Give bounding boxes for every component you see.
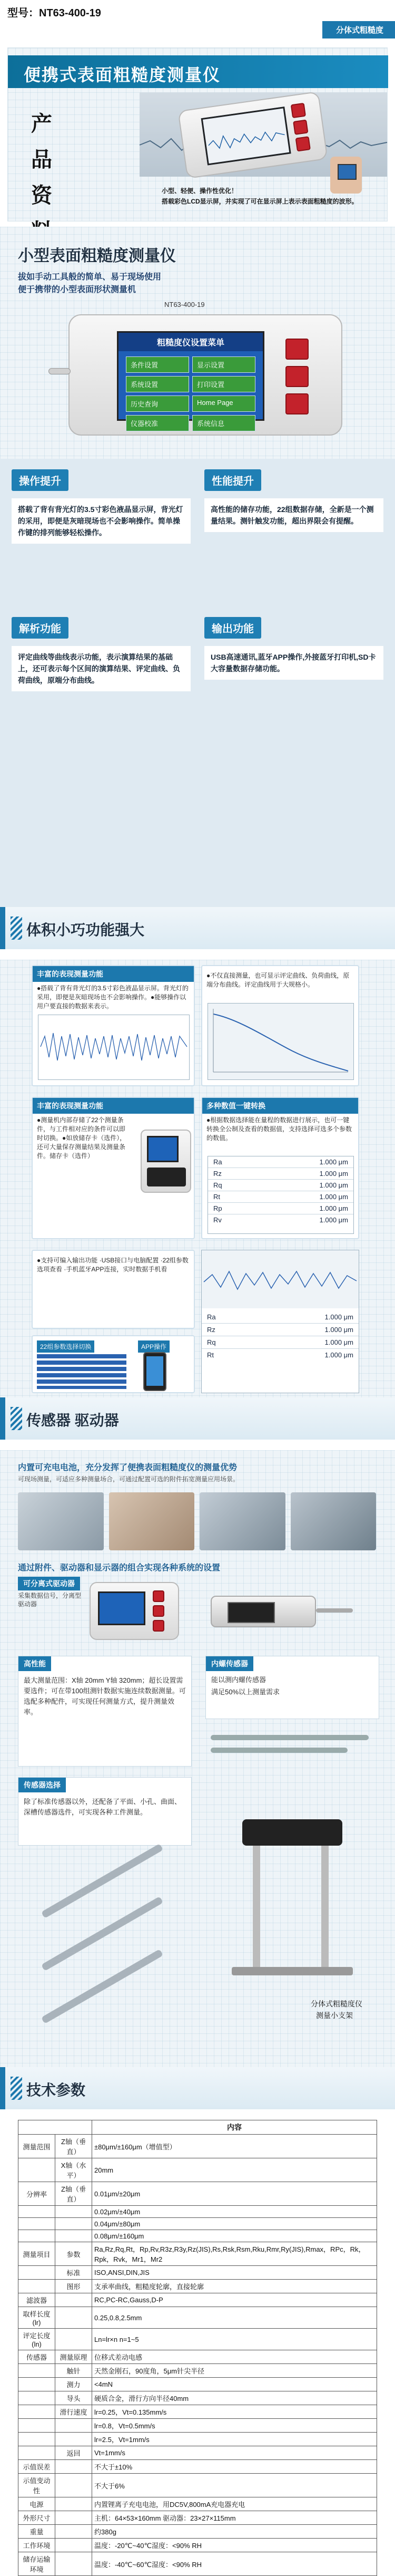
spec-category bbox=[18, 2206, 55, 2218]
sensor-lead-sub: 可现场测量，可适应多种测量场合，可通过配置可选的附件拓宽测量应用场景。 bbox=[18, 1475, 240, 1483]
hand-photo bbox=[330, 157, 362, 194]
spec-category bbox=[18, 2266, 55, 2280]
feature-text: USB高速通讯,蓝牙APP操作,外接蓝牙打印机,SD卡大容量数据存储功能。 bbox=[204, 646, 383, 680]
spec-category: 外形尺寸 bbox=[18, 2511, 55, 2525]
spec-subitem bbox=[55, 2230, 92, 2242]
table-row bbox=[18, 2378, 377, 2391]
spec-category: 评定长度(ln) bbox=[18, 2329, 55, 2350]
probe-variants bbox=[18, 1856, 192, 2046]
spec-category bbox=[18, 2158, 55, 2182]
hero-device-screen bbox=[201, 107, 291, 165]
spec-value: 20mm bbox=[92, 2158, 377, 2182]
features-section bbox=[0, 459, 395, 907]
spec-value: <4mN bbox=[92, 2378, 377, 2391]
spec-subitem bbox=[55, 2293, 92, 2307]
waveform-chart bbox=[38, 1015, 189, 1079]
spec-value: 0.08μm/±160μm bbox=[92, 2230, 377, 2242]
spec-subitem: 图形 bbox=[55, 2280, 92, 2293]
spec-value: 0.25,0.8,2.5mm bbox=[92, 2307, 377, 2329]
spec-section bbox=[0, 2067, 395, 2573]
intro-title: 小型表面粗糙度测量仪 bbox=[18, 247, 176, 265]
panel-value-switch: 多种数值一键转换 ●根据数据选择能在量程的数据进行展示，也可一键转换全公制及查看的数据值，支持选择可选多个参数的数值。 Ra 1.000 μm Rz 1.000 μm Rq 1.000 μm Rt 1.000 μm Rp 1.000 μm Rv 1.000 μm bbox=[201, 1097, 359, 1239]
reading-row: Ra 1.000 μm bbox=[202, 1311, 359, 1324]
feature-title: 操作提升 bbox=[12, 469, 68, 491]
spec-category bbox=[18, 2391, 55, 2405]
intro-device bbox=[68, 314, 342, 436]
feature-card-performance bbox=[204, 469, 383, 559]
stand-graphic bbox=[221, 1798, 358, 1988]
phone-graphic bbox=[143, 1352, 166, 1391]
spec-value: 不大于6% bbox=[92, 2474, 377, 2497]
start-button[interactable] bbox=[295, 136, 311, 151]
spec-value: 内置锂离子充电电池，用DC5V,800mA充电器充电 bbox=[92, 2497, 377, 2511]
spec-category bbox=[18, 2230, 55, 2242]
intro-line-1: 拔如手动工具般的简单、易于现场使用 bbox=[18, 273, 162, 282]
app-label: APP操作 bbox=[138, 1340, 170, 1353]
table-row bbox=[18, 2218, 377, 2230]
feature-text: 评定曲线等曲线表示功能，表示演算结果的基础上，还可表示每个区间的演算结果、评定曲线、负荷曲线，原端分布曲线。 bbox=[12, 646, 191, 691]
spec-value: 硬质合金，滑行方向半径40mm bbox=[92, 2391, 377, 2405]
table-row bbox=[18, 2460, 377, 2474]
tag-driver: 可分离式驱动器 bbox=[18, 1577, 80, 1590]
card-title: 内螺传感器 bbox=[206, 1656, 253, 1671]
separate-display bbox=[90, 1582, 179, 1640]
hero-banner bbox=[7, 47, 388, 221]
card-text: 能以测内螺传感器 bbox=[211, 1676, 266, 1684]
card-title: 高性能 bbox=[18, 1656, 51, 1671]
spec-value: Ln=lr×n n=1~5 bbox=[92, 2329, 377, 2350]
intro-section bbox=[0, 227, 395, 459]
spec-category: 示值误差 bbox=[18, 2460, 55, 2474]
menu-grid bbox=[118, 351, 263, 437]
card-text: 除了标准传感器以外，还配备了平面、小孔、曲面、深槽传感器选件，可实现各种工件测量。 bbox=[24, 1798, 182, 1816]
table-row bbox=[18, 2206, 377, 2218]
spec-table bbox=[18, 2120, 377, 2576]
spec-value: 温度：-20℃~40℃湿度：<90% RH bbox=[92, 2539, 377, 2552]
spec-category: 传感器 bbox=[18, 2350, 55, 2364]
tag-driver-sub: 采集数据信号，分离型驱动器 bbox=[18, 1592, 82, 1608]
menu-item[interactable]: 历史查询 bbox=[126, 395, 189, 412]
side-title: 产 品 资 bbox=[31, 112, 52, 207]
reading-row: Rt 1.000 μm bbox=[208, 1191, 353, 1203]
panel-curves: ●不仅直接测量，也可显示评定曲线、负荷曲线，原端分布曲线。评定曲线用于大规格小。 bbox=[201, 965, 359, 1086]
spec-category bbox=[18, 2446, 55, 2460]
spec-category: 重量 bbox=[18, 2525, 55, 2539]
device-button[interactable] bbox=[153, 1605, 164, 1617]
card-text: 满足50%以上测量需求 bbox=[211, 1688, 280, 1696]
reading-row: Rq 1.000 μm bbox=[208, 1180, 353, 1191]
reading-row: Ra 1.000 μm bbox=[208, 1156, 353, 1168]
menu-item[interactable]: 系统设置 bbox=[126, 376, 189, 392]
table-row bbox=[18, 2350, 377, 2364]
spec-value: lr=2.5，Vt=1mm/s bbox=[92, 2433, 377, 2446]
spec-subitem: 滑行速度 bbox=[55, 2405, 92, 2419]
power-button[interactable] bbox=[285, 339, 309, 360]
table-row bbox=[18, 2158, 377, 2182]
usage-photo bbox=[200, 1492, 285, 1550]
spec-subitem bbox=[55, 2419, 92, 2433]
table-row bbox=[18, 2446, 377, 2460]
hero-note-1: 小型、轻便、操作性优化！ bbox=[162, 187, 238, 195]
table-row bbox=[18, 2280, 377, 2293]
table-row bbox=[18, 2474, 377, 2497]
table-row bbox=[18, 2391, 377, 2405]
feature-text: 搭载了背有背光灯的3.5寸彩色液晶显示屏，背光灯的采用，即便是灰暗现场也不会影响操作。简单操作键的排列能够轻松操作。 bbox=[12, 498, 191, 544]
card-text: 最大测量范围：X轴 20mm Y轴 320mm；超长设置需要选件；可在带100组测针数据实施连续数据测量。可选配多种配件，可实现任何测量方式，提升测量效率。 bbox=[24, 1676, 186, 1716]
probe-stub bbox=[48, 368, 71, 374]
spec-subitem bbox=[55, 2329, 92, 2350]
bearing-curve bbox=[208, 1004, 353, 1079]
spec-subitem bbox=[55, 2218, 92, 2230]
reading-row: Rv 1.000 μm bbox=[213, 1216, 348, 1224]
menu-item[interactable]: 系统信息 bbox=[192, 415, 255, 431]
spec-value: lr=0.25，Vt=0.135mm/s bbox=[92, 2405, 377, 2419]
spec-value: lr=0.8，Vt=0.5mm/s bbox=[92, 2419, 377, 2433]
hero-section bbox=[0, 0, 395, 227]
feature-card-operation bbox=[12, 469, 191, 559]
feature-card-output bbox=[204, 617, 383, 707]
table-row bbox=[18, 2525, 377, 2539]
waveform-screenshot bbox=[38, 1015, 190, 1080]
spec-category bbox=[18, 2280, 55, 2293]
table-row bbox=[18, 2511, 377, 2525]
spec-subitem: 测量原理 bbox=[55, 2350, 92, 2364]
spec-table-wrap bbox=[18, 2120, 377, 2576]
spec-value: RC,PC-RC,Gauss,D-P bbox=[92, 2293, 377, 2307]
panel-output: ●支持可编入输出功能 ·USB接口与电脑配置 ·22组参数选项查看 ·手机蓝牙APP连接，实时数据手机看 bbox=[32, 1250, 195, 1329]
header-cell: 内容 bbox=[92, 2120, 377, 2135]
spec-category bbox=[18, 2433, 55, 2446]
device-button[interactable] bbox=[153, 1590, 164, 1602]
probe-set-graphic bbox=[205, 1724, 379, 1767]
menu-item[interactable]: 仪器校准 bbox=[126, 415, 189, 431]
mini-device bbox=[141, 1130, 191, 1193]
driver-graphic bbox=[211, 1596, 316, 1627]
spec-category bbox=[18, 2405, 55, 2419]
reading-row: Rt 1.000 μm bbox=[207, 1351, 353, 1359]
spec-subitem bbox=[55, 2497, 92, 2511]
table-row bbox=[18, 2364, 377, 2378]
spec-category bbox=[18, 2364, 55, 2378]
spec-subitem: 标准 bbox=[55, 2266, 92, 2280]
category-badge: 分体式粗糙度 bbox=[322, 21, 395, 38]
param-switch-label: 22组参数选择切换 bbox=[37, 1340, 94, 1353]
sensor-area bbox=[0, 1450, 395, 2067]
spec-subitem bbox=[55, 2307, 92, 2329]
start-button[interactable] bbox=[285, 393, 309, 414]
table-row bbox=[18, 2242, 377, 2266]
readings-screenshot bbox=[208, 1156, 354, 1234]
table-row bbox=[18, 2329, 377, 2350]
usage-photos bbox=[18, 1492, 376, 1550]
table-row bbox=[18, 2135, 377, 2158]
results-wave bbox=[202, 1250, 359, 1308]
spec-value: ±80μm/±160μm（增值型） bbox=[92, 2135, 377, 2158]
spec-subitem bbox=[55, 2525, 92, 2539]
spec-category: 测量项目 bbox=[18, 2242, 55, 2266]
table-row bbox=[18, 2230, 377, 2242]
device-button[interactable] bbox=[153, 1620, 164, 1632]
menu-item[interactable]: 显示设置 bbox=[192, 356, 255, 373]
spec-value: 0.01μm/±20μm bbox=[92, 2182, 377, 2206]
section-header: 传感器 驱动器 bbox=[0, 1397, 395, 1440]
spec-subitem: X轴（水平） bbox=[55, 2158, 92, 2182]
card-high-performance bbox=[18, 1656, 192, 1767]
spec-value: Vt=1mm/s bbox=[92, 2446, 377, 2460]
spec-category: 测量范围 bbox=[18, 2135, 55, 2158]
spec-value: 不大于±10% bbox=[92, 2460, 377, 2474]
spec-category: 示值变动性 bbox=[18, 2474, 55, 2497]
hero-title-band: 便携式表面粗糙度测量仪 bbox=[8, 55, 388, 88]
power-button[interactable] bbox=[291, 103, 306, 118]
menu-button[interactable] bbox=[293, 120, 308, 135]
spec-category: 电源 bbox=[18, 2497, 55, 2511]
usage-photo bbox=[18, 1492, 104, 1550]
spec-category: 储存运输环境 bbox=[18, 2552, 55, 2576]
menu-item[interactable]: Home Page bbox=[192, 395, 255, 412]
usage-photo bbox=[109, 1492, 195, 1550]
table-row bbox=[18, 2307, 377, 2329]
table-row bbox=[18, 2266, 377, 2280]
spec-category: 滤波器 bbox=[18, 2293, 55, 2307]
spec-subitem bbox=[55, 2539, 92, 2552]
feature-title: 解析功能 bbox=[12, 617, 68, 639]
card-internal-sensor bbox=[205, 1656, 379, 1719]
spec-subitem: 测力 bbox=[55, 2378, 92, 2391]
compact-section bbox=[0, 907, 395, 1397]
menu-screen bbox=[117, 331, 264, 428]
spec-subitem bbox=[55, 2552, 92, 2576]
spec-value: 0.02μm/±40μm bbox=[92, 2206, 377, 2218]
hero-note-2: 搭载彩色LCD显示屏，并实现了可在显示屏上表示表面粗糙度的波形。 bbox=[162, 198, 358, 205]
results-screenshot bbox=[201, 1250, 359, 1393]
sensor-mid: 通过附件、驱动器和显示器的组合实现各种系统的设置 bbox=[18, 1564, 221, 1572]
spec-category bbox=[18, 2378, 55, 2391]
table-header bbox=[18, 2120, 377, 2135]
compact-area bbox=[0, 960, 395, 1397]
spec-value: 主机：64×53×160mm 驱动器：23×27×115mm bbox=[92, 2511, 377, 2525]
model-label: 型号：NT63-400-19 bbox=[7, 7, 101, 19]
stand-label-1: 分体式粗糙度仪 bbox=[311, 2000, 362, 2008]
table-row bbox=[18, 2419, 377, 2433]
menu-title: 粗糙度仪设置菜单 bbox=[118, 333, 263, 351]
panel-display-functions: 丰富的表现测量功能 ●搭载了背有背光灯的3.5寸彩色液晶显示屏。背光灯的采用，即便是灰暗现场也不会影响操作。●能够操作以用户要直接的数据来表示。 bbox=[32, 965, 195, 1086]
table-row bbox=[18, 2539, 377, 2552]
spec-value: 温度：-40℃~60℃湿度：<90% RH bbox=[92, 2552, 377, 2576]
table-row bbox=[18, 2552, 377, 2576]
param-list-graphic bbox=[37, 1354, 126, 1389]
spec-subitem: 导头 bbox=[55, 2391, 92, 2405]
stand-label-2: 测量小支架 bbox=[316, 2011, 353, 2020]
spec-value: ISO,ANSI,DIN,JIS bbox=[92, 2266, 377, 2280]
feature-title: 性能提升 bbox=[204, 469, 261, 491]
menu-item[interactable]: 打印设置 bbox=[192, 376, 255, 392]
spec-value: 位移式差动电感 bbox=[92, 2350, 377, 2364]
reading-row: Rq 1.000 μm bbox=[202, 1336, 359, 1349]
card-title: 传感器选择 bbox=[18, 1778, 66, 1792]
section-header: 体积小巧功能强大 bbox=[0, 907, 395, 949]
sensor-section bbox=[0, 1397, 395, 2067]
spec-subitem: 返回 bbox=[55, 2446, 92, 2460]
spec-subitem bbox=[55, 2206, 92, 2218]
table-row bbox=[18, 2497, 377, 2511]
spec-body bbox=[18, 2135, 377, 2576]
spec-category bbox=[18, 2218, 55, 2230]
panel-param-app bbox=[32, 1335, 195, 1393]
feature-title: 输出功能 bbox=[204, 617, 261, 639]
spec-value: Ra,Rz,Rq,Rt，Rp,Rv,R3z,R3y,Rz(JIS),Rs,Rsk,Rsm,Rku,Rmr,Ry(JIS),Rmax，RPc，Rk，Rpk，Rvk，Mr1，Mr2 bbox=[92, 2242, 377, 2266]
panel-storage: 丰富的表现测量功能 ●测量机内部存储了22个测量条件，与工件相对应的条件可以即时切换。●如放储存卡（选件），还可大量保存测量结果及测量条件。储存卡（选件） bbox=[32, 1097, 195, 1239]
reading-row: Rz 1.000 μm bbox=[208, 1168, 353, 1180]
usage-photo bbox=[291, 1492, 377, 1550]
spec-subitem: 参数 bbox=[55, 2242, 92, 2266]
spec-category: 工作环境 bbox=[18, 2539, 55, 2552]
hero-screen-wave bbox=[203, 109, 289, 164]
reading-row: Rz 1.000 μm bbox=[202, 1324, 359, 1336]
spec-subitem: 触针 bbox=[55, 2364, 92, 2378]
spec-category bbox=[18, 2419, 55, 2433]
spec-subitem: Z轴（垂直） bbox=[55, 2182, 92, 2206]
spec-subitem bbox=[55, 2474, 92, 2497]
table-row bbox=[18, 2182, 377, 2206]
feature-text: 高性能的储存功能，22组数据存储，全新是一个测量结果。测针触发功能，超出界限会有提醒。 bbox=[204, 498, 383, 532]
spec-value: 0.04μm/±80μm bbox=[92, 2218, 377, 2230]
spec-category: 取样长度(lr) bbox=[18, 2307, 55, 2329]
table-row bbox=[18, 2433, 377, 2446]
menu-item[interactable]: 条件设置 bbox=[126, 356, 189, 373]
sensor-lead: 内置可充电电池，充分发挥了便携表面粗糙度仪的测量优势 bbox=[18, 1463, 238, 1472]
spec-subitem bbox=[55, 2511, 92, 2525]
curve-screenshot bbox=[208, 1003, 354, 1080]
spec-value: 约380g bbox=[92, 2525, 377, 2539]
menu-button[interactable] bbox=[285, 366, 309, 387]
spec-subitem bbox=[55, 2460, 92, 2474]
spec-subitem bbox=[55, 2433, 92, 2446]
intro-line-2: 便于携带的小型表面形状测量机 bbox=[18, 285, 136, 294]
feature-card-analysis bbox=[12, 617, 191, 707]
table-row bbox=[18, 2293, 377, 2307]
spec-value: 天然金刚石，90度角，5μm针尖半径 bbox=[92, 2364, 377, 2378]
spec-subitem: Z轴（垂直） bbox=[55, 2135, 92, 2158]
spec-category: 分辨率 bbox=[18, 2182, 55, 2206]
spec-value: 支承率曲线，粗糙度轮廓，直接轮廓 bbox=[92, 2280, 377, 2293]
table-row bbox=[18, 2405, 377, 2419]
reading-row: Rp 1.000 μm bbox=[208, 1203, 353, 1214]
card-sensor-options bbox=[18, 1777, 192, 1846]
probe-graphic bbox=[316, 1608, 353, 1613]
device-model-tag: NT63-400-19 bbox=[164, 301, 205, 308]
section-header: 技术参数 bbox=[0, 2067, 395, 2109]
